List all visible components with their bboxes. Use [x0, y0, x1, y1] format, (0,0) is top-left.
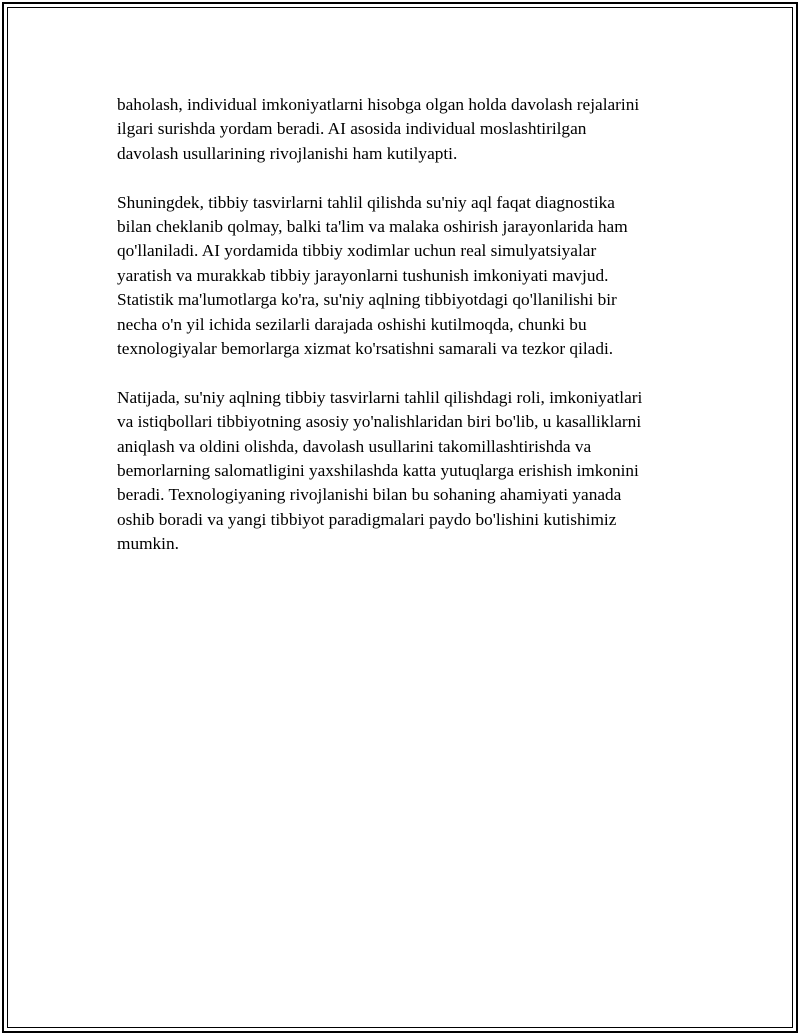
text-line: va istiqbollari tibbiyotning asosiy yo'nalishlaridan biri bo'lib, u kasalliklarni: [117, 412, 642, 432]
text-line: mumkin.: [117, 534, 179, 554]
text-line: davolash usullarining rivojlanishi ham kutilyapti.: [117, 143, 458, 163]
document-body: [117, 93, 697, 581]
text-line: Natijada, su'niy aqlning tibbiy tasvirlarni tahlil qilishdagi roli, imkoniyatlari: [117, 387, 643, 407]
text-line: Shuningdek, tibbiy tasvirlarni tahlil qilishda su'niy aql faqat diagnostika: [117, 192, 615, 212]
text-line: yaratish va murakkab tibbiy jarayonlarni tushunish imkoniyati mavjud.: [117, 265, 609, 285]
text-line: bemorlarning salomatligini yaxshilashda katta yutuqlarga erishish imkonini: [117, 461, 639, 481]
text-line: aniqlash va oldini olishda, davolash usullarini takomillashtirishda va: [117, 436, 592, 456]
text-line: beradi. Texnologiyaning rivojlanishi bilan bu sohaning ahamiyati yanada: [117, 485, 622, 505]
text-line: necha o'n yil ichida sezilarli darajada oshishi kutilmoqda, chunki bu: [117, 314, 587, 334]
text-line: bilan cheklanib qolmay, balki ta'lim va malaka oshirish jarayonlarida ham: [117, 217, 628, 237]
text-line: qo'llaniladi. AI yordamida tibbiy xodimlar uchun real simulyatsiyalar: [117, 241, 597, 261]
paragraph: [117, 386, 697, 557]
text-line: texnologiyalar bemorlarga xizmat ko'rsatishni samarali va tezkor qiladi.: [117, 339, 614, 359]
paragraph: [117, 191, 697, 362]
text-line: Statistik ma'lumotlarga ko'ra, su'niy aqlning tibbiyotdagi qo'llanilishi bir: [117, 290, 617, 310]
text-line: oshib boradi va yangi tibbiyot paradigmalari paydo bo'lishini kutishimiz: [117, 509, 617, 529]
text-line: ilgari surishda yordam beradi. AI asosida individual moslashtirilgan: [117, 119, 587, 139]
text-line: baholash, individual imkoniyatlarni hisobga olgan holda davolash rejalarini: [117, 95, 640, 114]
paragraph: [117, 93, 697, 166]
